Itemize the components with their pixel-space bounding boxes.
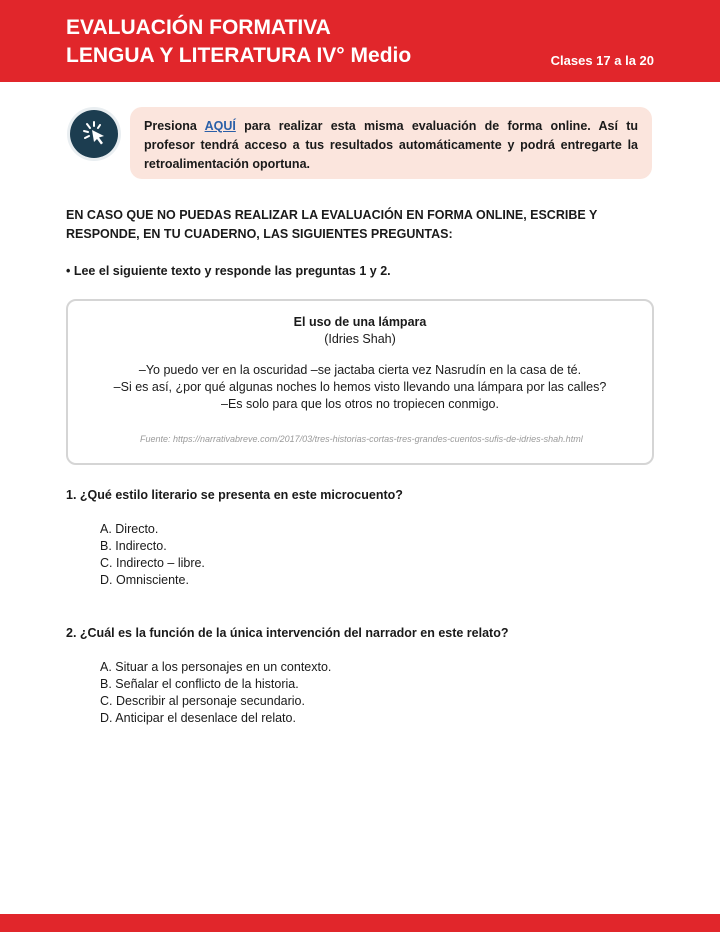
question-2: 2. ¿Cuál es la función de la única intervención del narrador en este relato?: [66, 626, 509, 640]
story-title: El uso de una lámpara: [293, 315, 427, 329]
option-d: D. Omnisciente.: [100, 573, 189, 587]
option-a: A. Situar a los personajes en un contexto.: [100, 660, 332, 674]
story-author: (Idries Shah): [324, 332, 396, 346]
story-line: –Es solo para que los otros no tropiecen conmigo.: [221, 397, 499, 411]
notice-before-link: Presiona: [144, 119, 205, 133]
option-a: A. Directo.: [100, 522, 159, 536]
option-c: C. Describir al personaje secundario.: [100, 694, 305, 708]
instruction-text: EN CASO QUE NO PUEDAS REALIZAR LA EVALUACIÓN EN FORMA ONLINE, ESCRIBE Y RESPONDE, EN TU CUADERNO, LAS SIGUIENTES PREGUNTAS:: [66, 208, 598, 241]
notice-text: [144, 117, 638, 174]
question-1: 1. ¿Qué estilo literario se presenta en este microcuento?: [66, 488, 403, 502]
story-source: Fuente: https://narrativabreve.com/2017/03/tres-historias-cortas-tres-grandes-cuentos-sufis-de-idries-shah.html: [140, 434, 583, 444]
title-line-2: LENGUA Y LITERATURA IV° Medio: [66, 44, 412, 67]
question-1-options: [100, 521, 205, 589]
reading-instruction: • Lee el siguiente texto y responde las preguntas 1 y 2.: [66, 264, 391, 278]
page-title: [66, 14, 411, 70]
option-c: C. Indirecto – libre.: [100, 556, 205, 570]
cursor-click-icon: [70, 110, 118, 158]
option-b: B. Señalar el conflicto de la historia.: [100, 677, 299, 691]
option-d: D. Anticipar el desenlace del relato.: [100, 711, 296, 725]
story-line: –Si es así, ¿por qué algunas noches lo hemos visto llevando una lámpara por las calles?: [113, 380, 607, 394]
story-line: –Yo puedo ver en la oscuridad –se jactaba cierta vez Nasrudín en la casa de té.: [138, 363, 582, 377]
online-notice: [130, 107, 652, 179]
title-line-1: EVALUACIÓN FORMATIVA: [66, 16, 331, 39]
story-box: [66, 299, 654, 465]
option-b: B. Indirecto.: [100, 539, 167, 553]
clases-label: Clases 17 a la 20: [550, 53, 654, 68]
online-evaluation-link[interactable]: AQUÍ: [204, 119, 236, 133]
notice-after-link: para realizar esta misma evaluación de forma online. Así tu profesor tendrá acceso a tus resultados automáticamente y podrá entregarte la retroalimentación oportuna.: [144, 119, 638, 171]
page-footer-bar: [0, 914, 720, 932]
story-text: [68, 362, 652, 413]
question-2-options: [100, 659, 331, 727]
page-header: [0, 0, 720, 82]
